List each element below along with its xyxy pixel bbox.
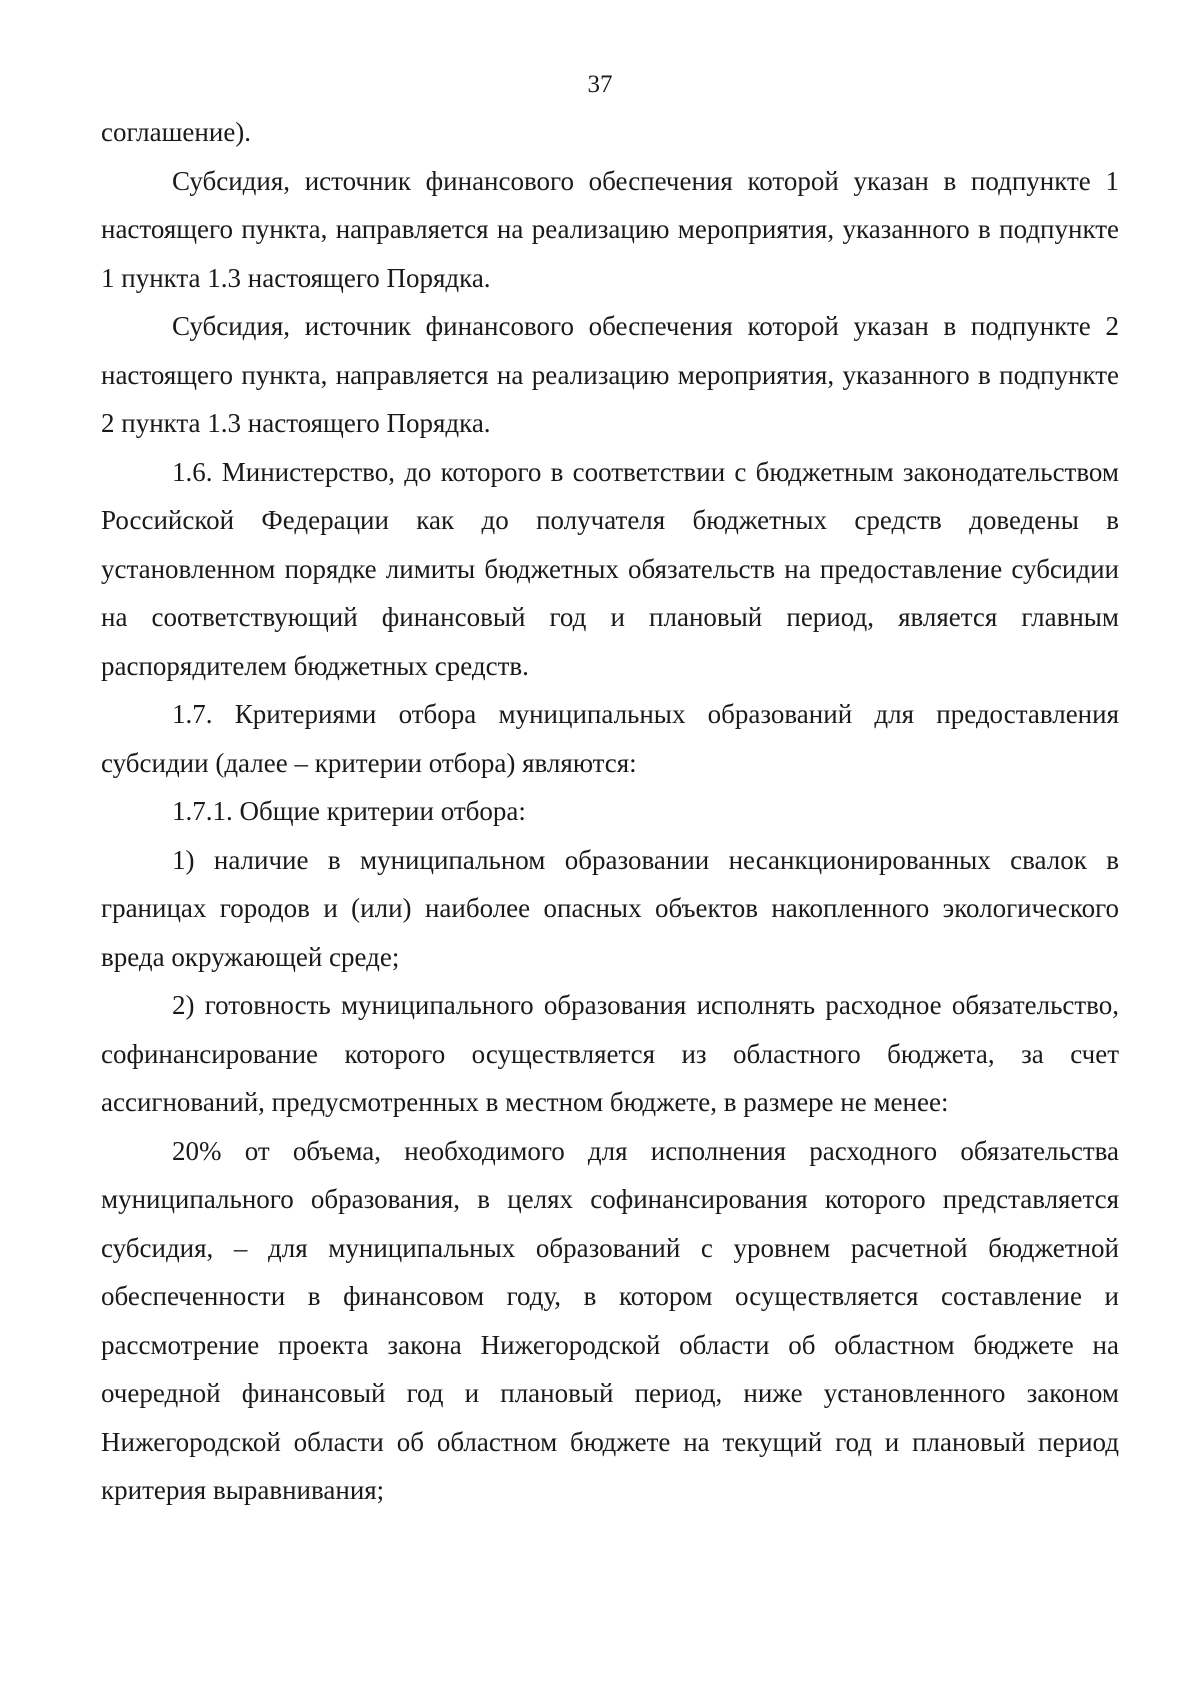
document-body: [101, 108, 1119, 1515]
paragraph-subsidy-subitem-1: Субсидия, источник финансового обеспечения которой указан в подпункте 1 настоящего пункта, направляется на реализацию мероприятия, указанного в подпункте 1 пункта 1.3 настоящего Порядка.: [101, 165, 1119, 293]
paragraph-criterion-1: 1) наличие в муниципальном образовании несанкционированных свалок в границах городов и (или) наиболее опасных объектов накопленного экологического вреда окружающей среде;: [101, 844, 1119, 972]
paragraph-co-financing-20-percent: 20% от объема, необходимого для исполнения расходного обязательства муниципального образования, в целях софинансирования которого представляется субсидия, – для муниципальных образований с уровнем расчетной бюджетной обеспеченности в финансовом году, в котором осуществляется составление и рассмотрение проекта закона Нижегородской области об областном бюджете на очередной финансовый год и плановый период, ниже установленного законом Нижегородской области об областном бюджете на текущий год и плановый период критерия выравнивания;: [101, 1135, 1119, 1505]
paragraph-clause-1-7: 1.7. Критериями отбора муниципальных образований для предоставления субсидии (далее – критерии отбора) являются:: [101, 699, 1119, 778]
paragraph-criterion-2: 2) готовность муниципального образования исполнять расходное обязательство, софинансирование которого осуществляется из областного бюджета, за счет ассигнований, предусмотренных в местном бюджете, в размере не менее:: [101, 990, 1119, 1117]
paragraph-agreement-end: соглашение).: [101, 117, 252, 147]
paragraph-clause-1-7-1: 1.7.1. Общие критерии отбора:: [172, 796, 526, 826]
paragraph-clause-1-6: 1.6. Министерство, до которого в соответствии с бюджетным законодательством Российской Федерации как до получателя бюджетных средств доведены в установленном порядке лимиты бюджетных обязательств на предоставление субсидии на соответствующий финансовый год и плановый период, является главным распорядителем бюджетных средств.: [101, 456, 1119, 681]
paragraph-subsidy-subitem-2: Субсидия, источник финансового обеспечения которой указан в подпункте 2 настоящего пункта, направляется на реализацию мероприятия, указанного в подпункте 2 пункта 1.3 настоящего Порядка.: [101, 311, 1119, 438]
page-number: 37: [587, 71, 613, 98]
